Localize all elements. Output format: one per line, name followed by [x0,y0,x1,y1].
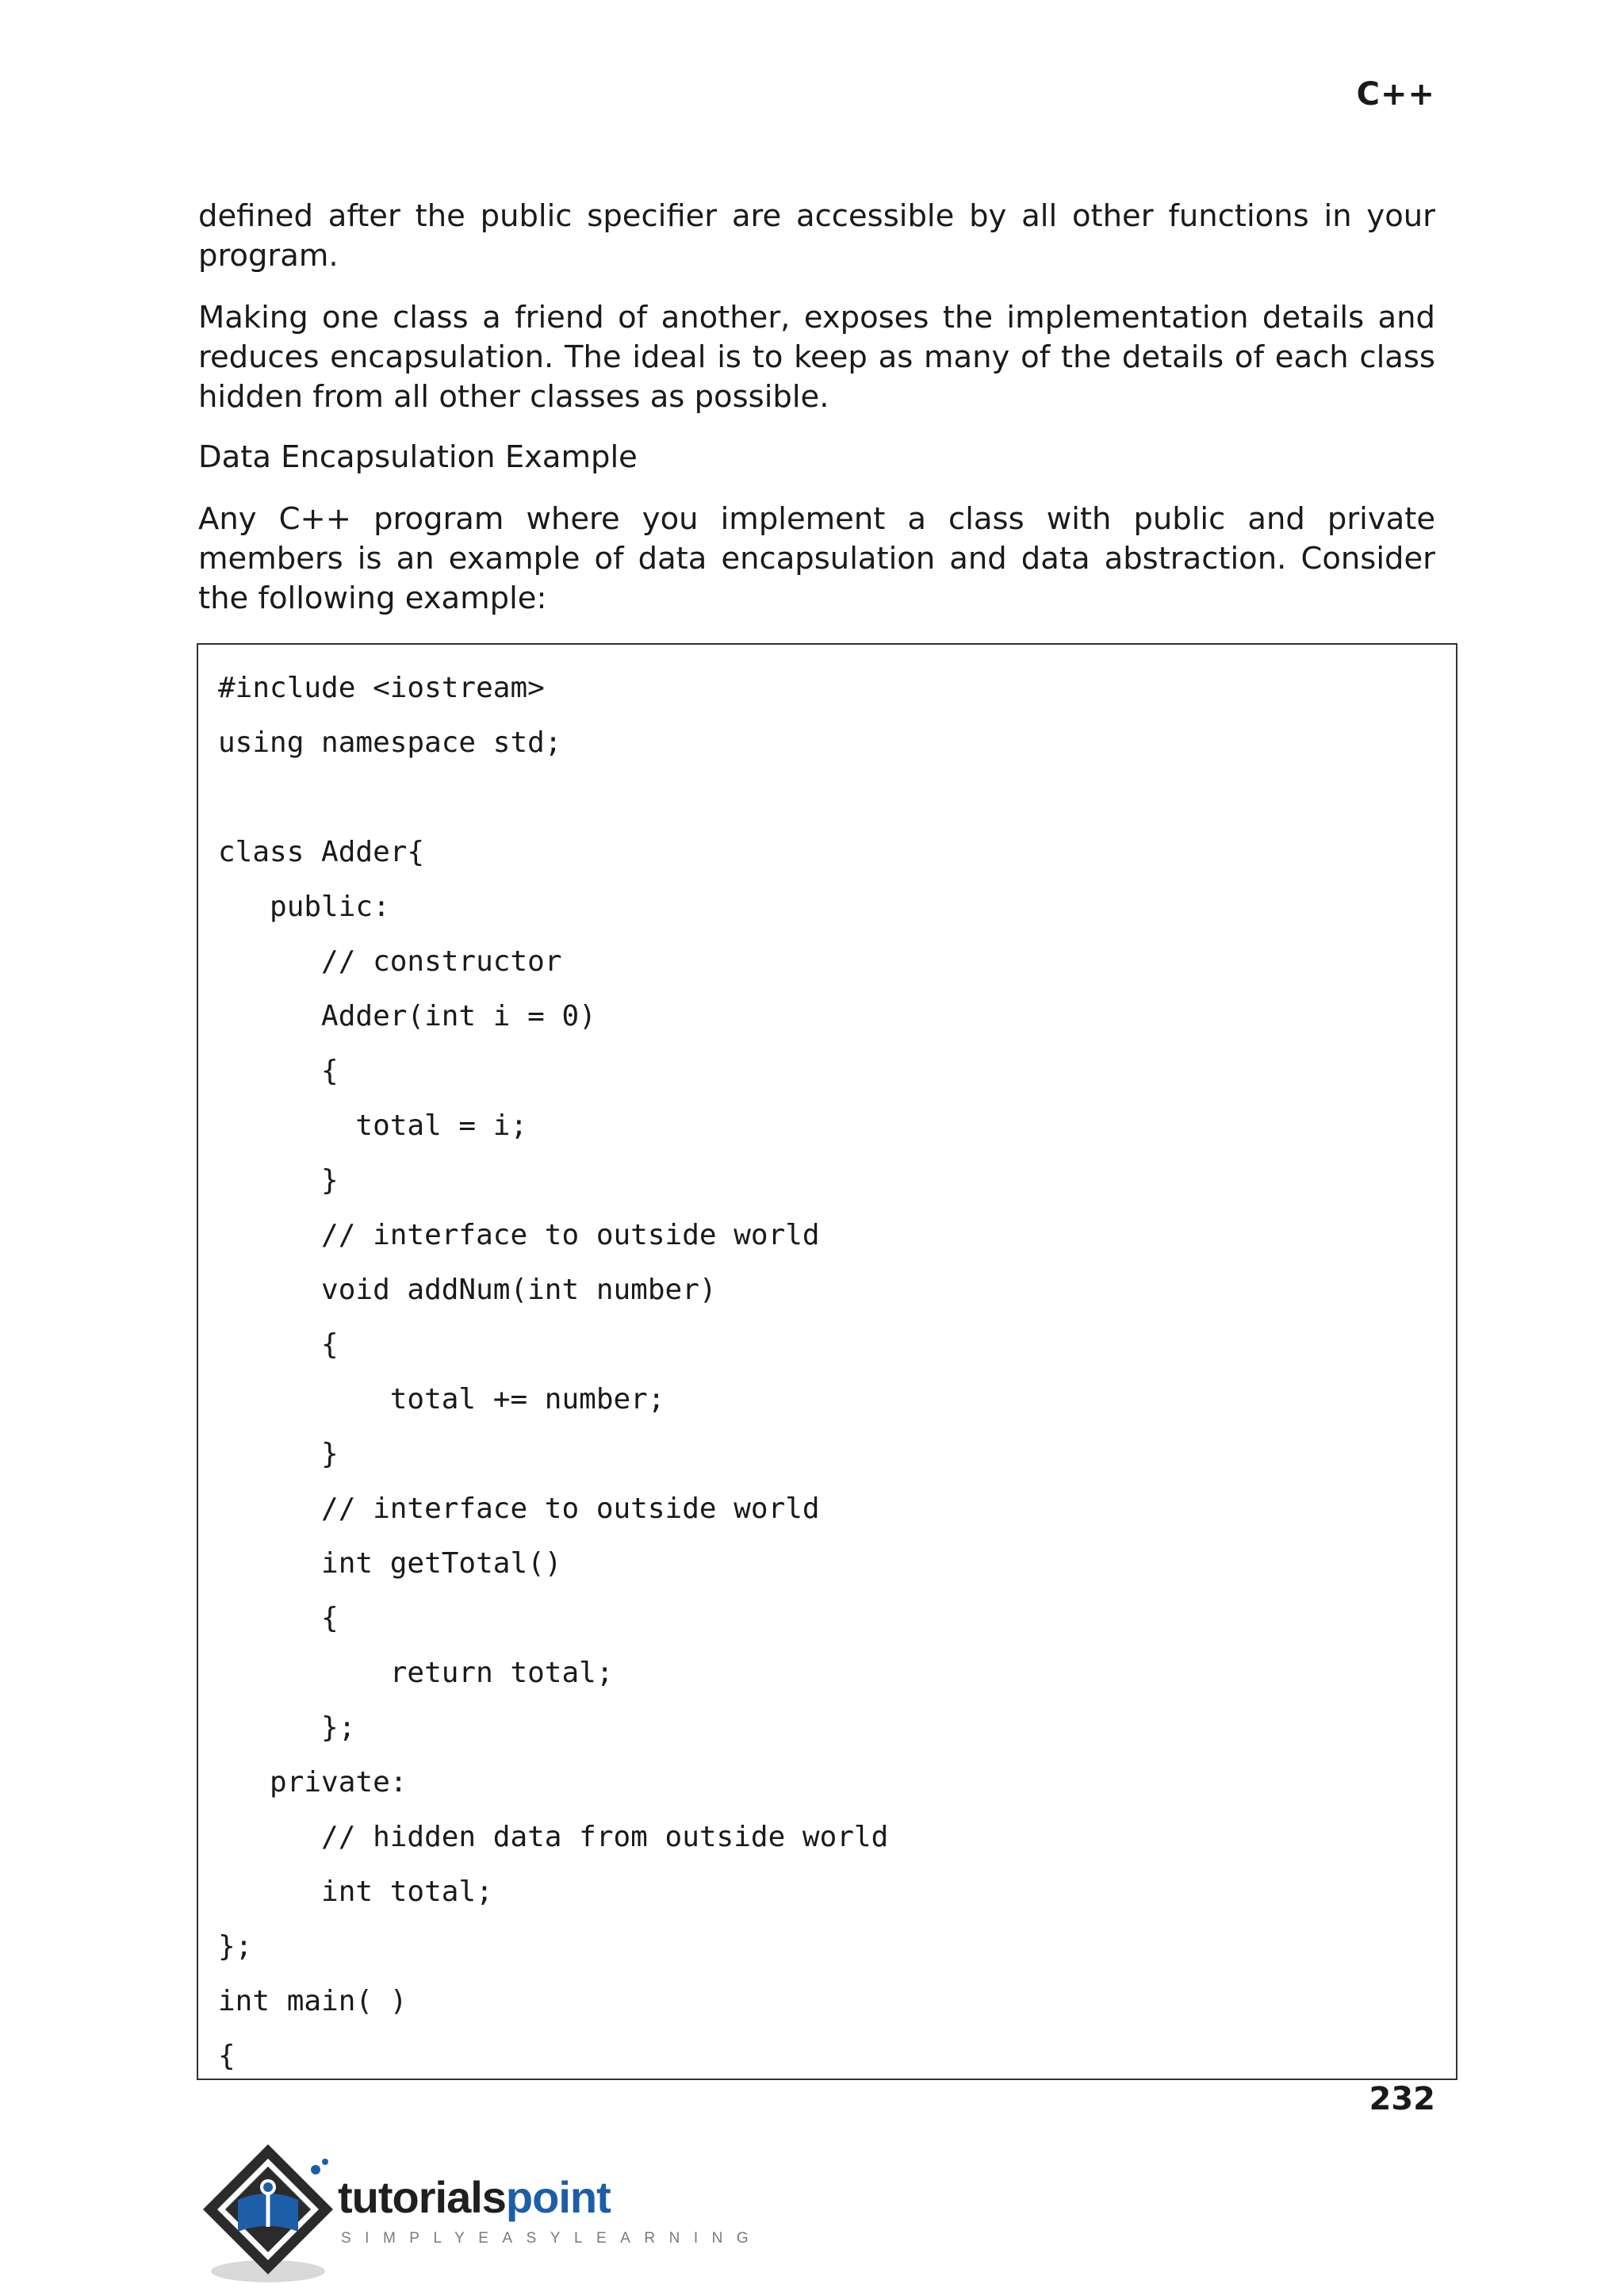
code-line: #include <iostream> [218,672,545,704]
code-line: return total; [218,1657,614,1689]
code-line: // constructor [218,945,562,978]
code-line: { [218,1602,339,1634]
code-line: { [218,1328,339,1361]
paragraph-intro-example: Any C++ program where you implement a class with public and private members is an example of data encapsulation and data abstraction. Consider the following example: [198,501,1435,616]
section-heading: Data Encapsulation Example [198,439,638,475]
logo-wordmark [338,2171,611,2223]
code-line: { [218,2040,236,2072]
code-line: // hidden data from outside world [218,1821,889,1853]
code-line: total = i; [218,1109,528,1142]
code-line: } [218,1164,339,1197]
code-line: int main( ) [218,1985,408,2017]
logo-tagline: SIMPLYEASYLEARNING [341,2230,763,2247]
paragraph-public-specifier: defined after the public specifier are accessible by all other functions in your program. [198,198,1435,274]
header-title: C++ [1356,76,1435,113]
tutorialspoint-logo [197,2138,763,2289]
code-line: private: [218,1766,408,1799]
code-lines [218,661,888,2080]
code-line: class Adder{ [218,836,425,868]
code-line: total += number; [218,1383,665,1416]
code-line: int getTotal() [218,1547,562,1580]
code-line: }; [218,1711,356,1744]
code-line: using namespace std; [218,726,562,759]
logo-word-tutorials: tutorials [338,2172,506,2222]
logo-word-point: point [505,2172,611,2222]
code-line: { [218,1055,339,1087]
code-line: void addNum(int number) [218,1274,717,1306]
page-number: 232 [1369,2081,1435,2117]
code-line: public: [218,891,390,923]
tutorialspoint-logo-icon [197,2138,339,2289]
code-line: Adder(int i = 0) [218,1000,596,1033]
code-line: // interface to outside world [218,1219,820,1251]
code-line: // interface to outside world [218,1492,820,1525]
paragraph-friend-class: Making one class a friend of another, exposes the implementation details and reduces encapsulation. The ideal is to keep as many of the details of each class hidden from all other classes as possible. [198,300,1435,415]
code-line: } [218,1438,339,1470]
code-block [197,643,1457,2080]
code-line: int total; [218,1875,493,1908]
code-line [218,770,888,825]
code-line: }; [218,1930,253,1963]
